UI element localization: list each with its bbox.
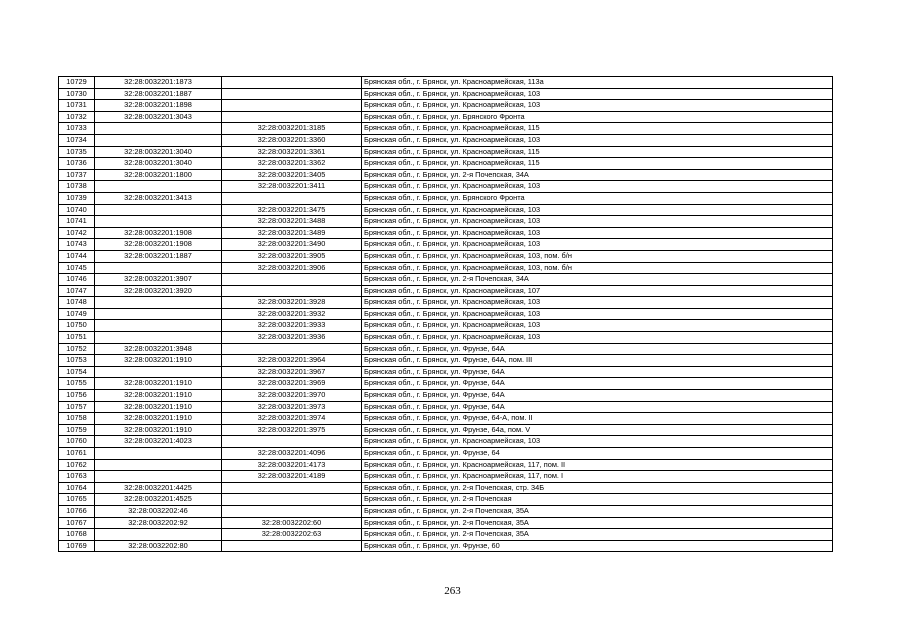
cadastral-number-cell	[95, 320, 222, 332]
row-number-cell: 10756	[59, 390, 95, 402]
row-number-cell: 10736	[59, 158, 95, 170]
address-cell: Брянская обл., г. Брянск, ул. Красноармейская, 103	[362, 227, 833, 239]
table-row	[59, 100, 833, 112]
address-cell: Брянская обл., г. Брянск, ул. Красноармейская, 115	[362, 158, 833, 170]
table-row	[59, 529, 833, 541]
table-row	[59, 239, 833, 251]
table-row	[59, 471, 833, 483]
cadastral-number-cell	[95, 308, 222, 320]
premises-cadastral-number-cell	[222, 88, 362, 100]
address-cell: Брянская обл., г. Брянск, ул. Фрунзе, 64А	[362, 343, 833, 355]
address-cell: Брянская обл., г. Брянск, ул. Красноармейская, 103	[362, 88, 833, 100]
row-number-cell: 10737	[59, 169, 95, 181]
row-number-cell: 10742	[59, 227, 95, 239]
premises-cadastral-number-cell: 32:28:0032201:3905	[222, 250, 362, 262]
address-cell: Брянская обл., г. Брянск, ул. Красноармейская, 103	[362, 204, 833, 216]
table-row	[59, 227, 833, 239]
table-row	[59, 401, 833, 413]
premises-cadastral-number-cell	[222, 482, 362, 494]
row-number-cell: 10747	[59, 285, 95, 297]
table-row	[59, 88, 833, 100]
cadastral-number-cell: 32:28:0032201:3040	[95, 158, 222, 170]
table-row	[59, 448, 833, 460]
premises-cadastral-number-cell	[222, 111, 362, 123]
premises-cadastral-number-cell	[222, 505, 362, 517]
premises-cadastral-number-cell: 32:28:0032202:63	[222, 529, 362, 541]
row-number-cell: 10744	[59, 250, 95, 262]
address-cell: Брянская обл., г. Брянск, ул. Фрунзе, 64а, пом. V	[362, 424, 833, 436]
cadastral-number-cell: 32:28:0032201:1910	[95, 355, 222, 367]
table-row	[59, 320, 833, 332]
premises-cadastral-number-cell: 32:28:0032201:3973	[222, 401, 362, 413]
address-cell: Брянская обл., г. Брянск, ул. Брянского Фронта	[362, 192, 833, 204]
row-number-cell: 10740	[59, 204, 95, 216]
table-row	[59, 111, 833, 123]
premises-cadastral-number-cell: 32:28:0032201:3361	[222, 146, 362, 158]
cadastral-number-cell: 32:28:0032201:1887	[95, 88, 222, 100]
table-row	[59, 494, 833, 506]
row-number-cell: 10729	[59, 77, 95, 89]
row-number-cell: 10755	[59, 378, 95, 390]
premises-cadastral-number-cell: 32:28:0032201:3974	[222, 413, 362, 425]
cadastral-number-cell: 32:28:0032202:46	[95, 505, 222, 517]
table-row	[59, 158, 833, 170]
table-row	[59, 262, 833, 274]
address-cell: Брянская обл., г. Брянск, ул. Красноармейская, 103	[362, 332, 833, 344]
address-cell: Брянская обл., г. Брянск, ул. Красноармейская, 107	[362, 285, 833, 297]
row-number-cell: 10769	[59, 540, 95, 552]
cadastral-number-cell	[95, 204, 222, 216]
row-number-cell: 10743	[59, 239, 95, 251]
cadastral-number-cell: 32:28:0032201:3040	[95, 146, 222, 158]
address-cell: Брянская обл., г. Брянск, ул. Фрунзе, 64А	[362, 366, 833, 378]
cadastral-number-cell: 32:28:0032201:1910	[95, 413, 222, 425]
premises-cadastral-number-cell: 32:28:0032201:4096	[222, 448, 362, 460]
table-row	[59, 459, 833, 471]
premises-cadastral-number-cell	[222, 192, 362, 204]
premises-cadastral-number-cell: 32:28:0032201:3488	[222, 216, 362, 228]
row-number-cell: 10768	[59, 529, 95, 541]
cadastral-number-cell: 32:28:0032201:4525	[95, 494, 222, 506]
premises-cadastral-number-cell: 32:28:0032201:3967	[222, 366, 362, 378]
row-number-cell: 10732	[59, 111, 95, 123]
row-number-cell: 10759	[59, 424, 95, 436]
table-row	[59, 424, 833, 436]
address-cell: Брянская обл., г. Брянск, ул. 2-я Почепская, стр. 34Б	[362, 482, 833, 494]
table-row	[59, 390, 833, 402]
row-number-cell: 10766	[59, 505, 95, 517]
premises-cadastral-number-cell: 32:28:0032201:4189	[222, 471, 362, 483]
row-number-cell: 10763	[59, 471, 95, 483]
premises-cadastral-number-cell: 32:28:0032201:3928	[222, 297, 362, 309]
table-row	[59, 355, 833, 367]
row-number-cell: 10767	[59, 517, 95, 529]
row-number-cell: 10751	[59, 332, 95, 344]
registry-table-body	[59, 77, 833, 552]
premises-cadastral-number-cell: 32:28:0032201:3489	[222, 227, 362, 239]
address-cell: Брянская обл., г. Брянск, ул. Красноармейская, 103, пом. б/н	[362, 262, 833, 274]
table-row	[59, 134, 833, 146]
row-number-cell: 10765	[59, 494, 95, 506]
row-number-cell: 10733	[59, 123, 95, 135]
row-number-cell: 10758	[59, 413, 95, 425]
cadastral-number-cell	[95, 366, 222, 378]
address-cell: Брянская обл., г. Брянск, ул. Красноармейская, 103	[362, 308, 833, 320]
cadastral-number-cell	[95, 529, 222, 541]
cadastral-number-cell: 32:28:0032201:1800	[95, 169, 222, 181]
cadastral-number-cell	[95, 181, 222, 193]
premises-cadastral-number-cell: 32:28:0032201:3936	[222, 332, 362, 344]
table-row	[59, 274, 833, 286]
premises-cadastral-number-cell: 32:28:0032201:3411	[222, 181, 362, 193]
cadastral-number-cell: 32:28:0032201:1908	[95, 227, 222, 239]
premises-cadastral-number-cell: 32:28:0032201:3360	[222, 134, 362, 146]
address-cell: Брянская обл., г. Брянск, ул. Фрунзе, 64А	[362, 401, 833, 413]
row-number-cell: 10764	[59, 482, 95, 494]
row-number-cell: 10754	[59, 366, 95, 378]
row-number-cell: 10741	[59, 216, 95, 228]
address-cell: Брянская обл., г. Брянск, ул. Красноармейская, 103	[362, 239, 833, 251]
cadastral-number-cell: 32:28:0032201:3413	[95, 192, 222, 204]
cadastral-number-cell: 32:28:0032201:3920	[95, 285, 222, 297]
row-number-cell: 10734	[59, 134, 95, 146]
premises-cadastral-number-cell	[222, 436, 362, 448]
premises-cadastral-number-cell: 32:28:0032201:3185	[222, 123, 362, 135]
premises-cadastral-number-cell: 32:28:0032202:60	[222, 517, 362, 529]
cadastral-number-cell: 32:28:0032201:1910	[95, 424, 222, 436]
table-row	[59, 250, 833, 262]
row-number-cell: 10761	[59, 448, 95, 460]
cadastral-number-cell: 32:28:0032201:1910	[95, 401, 222, 413]
address-cell: Брянская обл., г. Брянск, ул. 2-я Почепская, 35А	[362, 505, 833, 517]
table-row	[59, 169, 833, 181]
premises-cadastral-number-cell: 32:28:0032201:3405	[222, 169, 362, 181]
address-cell: Брянская обл., г. Брянск, ул. 2-я Почепская, 35А	[362, 517, 833, 529]
row-number-cell: 10746	[59, 274, 95, 286]
cadastral-number-cell: 32:28:0032201:3043	[95, 111, 222, 123]
premises-cadastral-number-cell: 32:28:0032201:3475	[222, 204, 362, 216]
cadastral-number-cell	[95, 459, 222, 471]
premises-cadastral-number-cell: 32:28:0032201:3969	[222, 378, 362, 390]
row-number-cell: 10757	[59, 401, 95, 413]
table-row	[59, 77, 833, 89]
row-number-cell: 10749	[59, 308, 95, 320]
table-row	[59, 216, 833, 228]
row-number-cell: 10750	[59, 320, 95, 332]
row-number-cell: 10752	[59, 343, 95, 355]
premises-cadastral-number-cell: 32:28:0032201:3970	[222, 390, 362, 402]
premises-cadastral-number-cell	[222, 343, 362, 355]
table-row	[59, 332, 833, 344]
row-number-cell: 10738	[59, 181, 95, 193]
address-cell: Брянская обл., г. Брянск, ул. Красноармейская, 103	[362, 297, 833, 309]
table-row	[59, 540, 833, 552]
address-cell: Брянская обл., г. Брянск, ул. Красноармейская, 115	[362, 146, 833, 158]
cadastral-number-cell: 32:28:0032201:1908	[95, 239, 222, 251]
cadastral-number-cell	[95, 123, 222, 135]
row-number-cell: 10745	[59, 262, 95, 274]
address-cell: Брянская обл., г. Брянск, ул. Красноармейская, 103	[362, 320, 833, 332]
table-row	[59, 204, 833, 216]
address-cell: Брянская обл., г. Брянск, ул. Красноармейская, 103	[362, 216, 833, 228]
address-cell: Брянская обл., г. Брянск, ул. Фрунзе, 64-А, пом. II	[362, 413, 833, 425]
address-cell: Брянская обл., г. Брянск, ул. 2-я Почепская, 34А	[362, 169, 833, 181]
table-row	[59, 482, 833, 494]
cadastral-number-cell	[95, 448, 222, 460]
premises-cadastral-number-cell	[222, 494, 362, 506]
cadastral-number-cell	[95, 134, 222, 146]
table-row	[59, 297, 833, 309]
cadastral-number-cell: 32:28:0032201:1910	[95, 378, 222, 390]
premises-cadastral-number-cell	[222, 100, 362, 112]
address-cell: Брянская обл., г. Брянск, ул. 2-я Почепская	[362, 494, 833, 506]
cadastral-number-cell	[95, 332, 222, 344]
table-row	[59, 192, 833, 204]
table-row	[59, 308, 833, 320]
table-row	[59, 517, 833, 529]
premises-cadastral-number-cell: 32:28:0032201:3933	[222, 320, 362, 332]
address-cell: Брянская обл., г. Брянск, ул. Красноармейская, 115	[362, 123, 833, 135]
address-cell: Брянская обл., г. Брянск, ул. Фрунзе, 64А	[362, 378, 833, 390]
premises-cadastral-number-cell: 32:28:0032201:3975	[222, 424, 362, 436]
cadastral-number-cell	[95, 216, 222, 228]
address-cell: Брянская обл., г. Брянск, ул. Фрунзе, 64А	[362, 390, 833, 402]
table-row	[59, 181, 833, 193]
cadastral-number-cell: 32:28:0032201:1910	[95, 390, 222, 402]
premises-cadastral-number-cell: 32:28:0032201:4173	[222, 459, 362, 471]
table-row	[59, 123, 833, 135]
cadastral-number-cell: 32:28:0032202:80	[95, 540, 222, 552]
address-cell: Брянская обл., г. Брянск, ул. Красноармейская, 103	[362, 181, 833, 193]
premises-cadastral-number-cell	[222, 285, 362, 297]
address-cell: Брянская обл., г. Брянск, ул. Красноармейская, 103, пом. б/н	[362, 250, 833, 262]
row-number-cell: 10762	[59, 459, 95, 471]
row-number-cell: 10731	[59, 100, 95, 112]
address-cell: Брянская обл., г. Брянск, ул. Красноармейская, 103	[362, 100, 833, 112]
cadastral-number-cell: 32:28:0032201:1873	[95, 77, 222, 89]
row-number-cell: 10753	[59, 355, 95, 367]
premises-cadastral-number-cell	[222, 274, 362, 286]
address-cell: Брянская обл., г. Брянск, ул. Брянского Фронта	[362, 111, 833, 123]
premises-cadastral-number-cell	[222, 77, 362, 89]
cadastral-number-cell	[95, 471, 222, 483]
premises-cadastral-number-cell	[222, 540, 362, 552]
cadastral-number-cell	[95, 262, 222, 274]
table-row	[59, 413, 833, 425]
address-cell: Брянская обл., г. Брянск, ул. 2-я Почепская, 35А	[362, 529, 833, 541]
table-row	[59, 343, 833, 355]
address-cell: Брянская обл., г. Брянск, ул. Красноармейская, 103	[362, 134, 833, 146]
premises-cadastral-number-cell: 32:28:0032201:3490	[222, 239, 362, 251]
cadastral-number-cell	[95, 297, 222, 309]
address-cell: Брянская обл., г. Брянск, ул. 2-я Почепская, 34А	[362, 274, 833, 286]
address-cell: Брянская обл., г. Брянск, ул. Красноармейская, 117, пом. II	[362, 459, 833, 471]
table-row	[59, 505, 833, 517]
address-cell: Брянская обл., г. Брянск, ул. Красноармейская, 103	[362, 436, 833, 448]
page-number: 263	[444, 585, 461, 597]
table-row	[59, 366, 833, 378]
table-row	[59, 436, 833, 448]
address-cell: Брянская обл., г. Брянск, ул. Красноармейская, 113а	[362, 77, 833, 89]
table-row	[59, 146, 833, 158]
premises-cadastral-number-cell: 32:28:0032201:3906	[222, 262, 362, 274]
row-number-cell: 10748	[59, 297, 95, 309]
cadastral-number-cell: 32:28:0032201:3948	[95, 343, 222, 355]
premises-cadastral-number-cell: 32:28:0032201:3932	[222, 308, 362, 320]
row-number-cell: 10739	[59, 192, 95, 204]
cadastral-number-cell: 32:28:0032201:4425	[95, 482, 222, 494]
row-number-cell: 10760	[59, 436, 95, 448]
cadastral-number-cell: 32:28:0032201:4023	[95, 436, 222, 448]
address-cell: Брянская обл., г. Брянск, ул. Фрунзе, 64	[362, 448, 833, 460]
cadastral-number-cell: 32:28:0032201:1898	[95, 100, 222, 112]
address-cell: Брянская обл., г. Брянск, ул. Фрунзе, 60	[362, 540, 833, 552]
registry-table	[58, 76, 833, 552]
premises-cadastral-number-cell: 32:28:0032201:3362	[222, 158, 362, 170]
cadastral-number-cell: 32:28:0032201:1887	[95, 250, 222, 262]
row-number-cell: 10730	[59, 88, 95, 100]
cadastral-number-cell: 32:28:0032202:92	[95, 517, 222, 529]
address-cell: Брянская обл., г. Брянск, ул. Фрунзе, 64А, пом. III	[362, 355, 833, 367]
row-number-cell: 10735	[59, 146, 95, 158]
table-row	[59, 378, 833, 390]
premises-cadastral-number-cell: 32:28:0032201:3964	[222, 355, 362, 367]
cadastral-number-cell: 32:28:0032201:3907	[95, 274, 222, 286]
address-cell: Брянская обл., г. Брянск, ул. Красноармейская, 117, пом. I	[362, 471, 833, 483]
table-row	[59, 285, 833, 297]
